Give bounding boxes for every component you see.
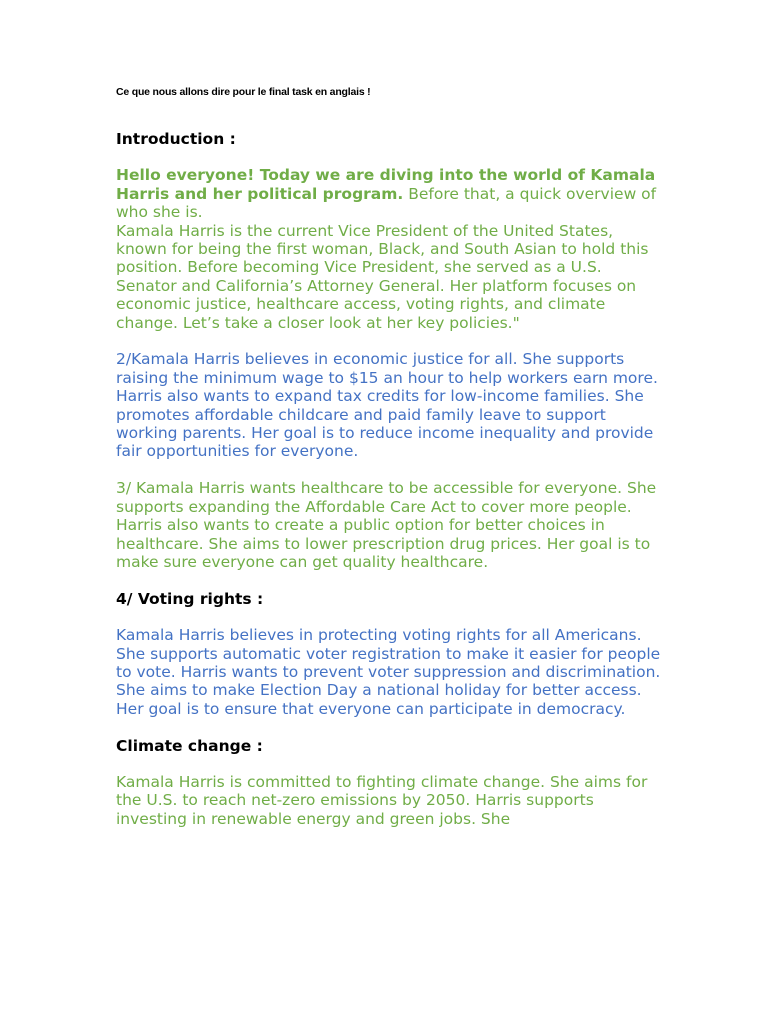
page-note: Ce que nous allons dire pour le final task en anglais ! — [116, 86, 371, 98]
voting-heading: 4/ Voting rights : — [116, 589, 264, 608]
intro-heading: Introduction : — [116, 130, 236, 148]
economic-paragraph: 2/Kamala Harris believes in economic justice for all. She supports raising the minimum wage to $15 an hour to help workers earn more. Harris also wants to expand tax credits for low-income families. She promotes affordable childcare and paid family leave to support working parents. Her goal is to reduce income inequality and provide fair opportunities for everyone. — [116, 350, 658, 461]
climate-heading: Climate change : — [116, 736, 263, 755]
climate-paragraph: Kamala Harris is committed to fighting climate change. She aims for the U.S. to reach net-zero emissions by 2050. Harris supports investing in renewable energy and green jobs. She — [116, 772, 648, 828]
intro-paragraph — [116, 166, 661, 332]
document-body — [116, 130, 661, 847]
intro-bold-text: Hello everyone! Today we are diving into the world of Kamala Harris and her political program. — [116, 166, 656, 203]
healthcare-paragraph: 3/ Kamala Harris wants healthcare to be accessible for everyone. She supports expanding the Affordable Care Act to cover more people. Harris also wants to create a public option for better choices in healthcare. She aims to lower prescription drug prices. Her goal is to make sure everyone can get quality healthcare. — [116, 479, 657, 571]
voting-paragraph: Kamala Harris believes in protecting voting rights for all Americans. She supports automatic voter registration to make it easier for people to vote. Harris wants to prevent voter suppression and discrimination. She aims to make Election Day a national holiday for better access. Her goal is to ensure that everyone can participate in democracy. — [116, 626, 661, 718]
intro-text-after-bold: Before that, a quick overview of who she is. — [116, 184, 657, 222]
intro-overview: Kamala Harris is the current Vice President of the United States, known for being the first woman, Black, and South Asian to hold this position. Before becoming Vice President, she served as a U.S. Senator and California’s Attorney General. Her platform focuses on economic justice, healthcare access, voting rights, and climate change. Let’s take a closer look at her key policies." — [116, 221, 649, 332]
